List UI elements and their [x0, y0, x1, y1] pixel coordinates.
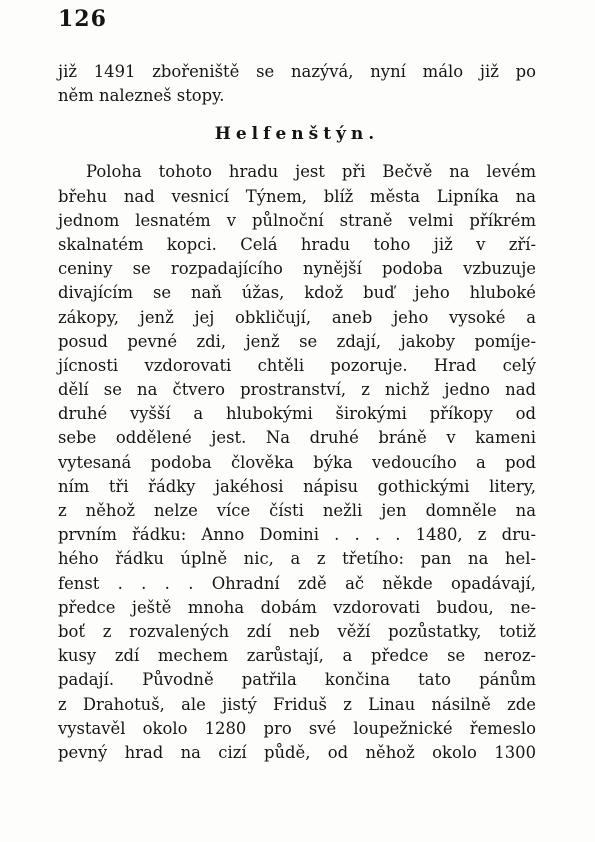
- text-line: boť z rozvalených zdí neb věží pozůstatky, totiž: [58, 621, 536, 641]
- text-line: vystavěl okolo 1280 pro své loupežnické řemeslo: [58, 718, 536, 738]
- text-line: předce ještě mnoha dobám vzdorovati budou, ne-: [58, 597, 536, 617]
- text-line: hého řádku úplně nic, a z třetího: pan na hel-: [58, 549, 536, 569]
- page-number: 126: [58, 6, 107, 32]
- text-line: jednom lesnatém v půlnoční straně velmi příkrém: [58, 210, 536, 230]
- text-line: něm nalezneš stopy.: [58, 86, 225, 106]
- text-line: již 1491 zbořeniště se nazývá, nyní málo již po: [58, 62, 536, 81]
- text-line: dělí se na čtvero prostranství, z nichž jedno nad: [58, 380, 536, 400]
- text-line: divajícím se naň úžas, kdož buď jeho hluboké: [58, 283, 536, 303]
- text-line: ním tři řádky jakéhosi nápisu gothickými litery,: [58, 476, 536, 496]
- section-heading: Helfenštýn.: [214, 124, 380, 145]
- text-line: z něhož nelze více čísti nežli jen domněle na: [58, 501, 536, 520]
- text-line: kusy zdí mechem zarůstají, a předce se neroz-: [58, 646, 536, 666]
- text-line: padají. Původně patřila končina tato pánům: [58, 670, 536, 690]
- page-text: [58, 60, 536, 765]
- text-line: posud pevné zdi, jenž se zdají, jakoby pomíje-: [58, 331, 536, 351]
- text-line: fenst . . . . Ohradní zdě ač někde opadávají,: [58, 573, 536, 593]
- text-line: vytesaná podoba člověka býka vedoucího a pod: [58, 452, 536, 472]
- text-line: skalnatém kopci. Celá hradu toho již v zří-: [58, 234, 536, 254]
- text-line: břehu nad vesnicí Týnem, blíž města Lipníka na: [58, 186, 536, 206]
- text-line: zákopy, jenž jej obkličují, aneb jeho vysoké a: [58, 307, 536, 327]
- text-line: pevný hrad na cizí půdě, od něhož okolo 1300: [58, 742, 536, 762]
- text-line: druhé vyšší a hlubokými širokými příkopy od: [58, 404, 536, 424]
- text-line: jícnosti vzdorovati chtěli pozoruje. Hrad celý: [58, 355, 536, 375]
- text-line: z Drahotuš, ale jistý Friduš z Linau násilně zde: [58, 694, 536, 714]
- text-line: prvním řádku: Anno Domini . . . . 1480, z dru-: [58, 525, 536, 545]
- text-line: ceniny se rozpadajícího nynější podoba vzbuzuje: [58, 259, 536, 279]
- text-line: Poloha tohoto hradu jest při Bečvě na levém: [86, 162, 536, 182]
- text-line: sebe oddělené jest. Na druhé bráně v kameni: [58, 428, 536, 448]
